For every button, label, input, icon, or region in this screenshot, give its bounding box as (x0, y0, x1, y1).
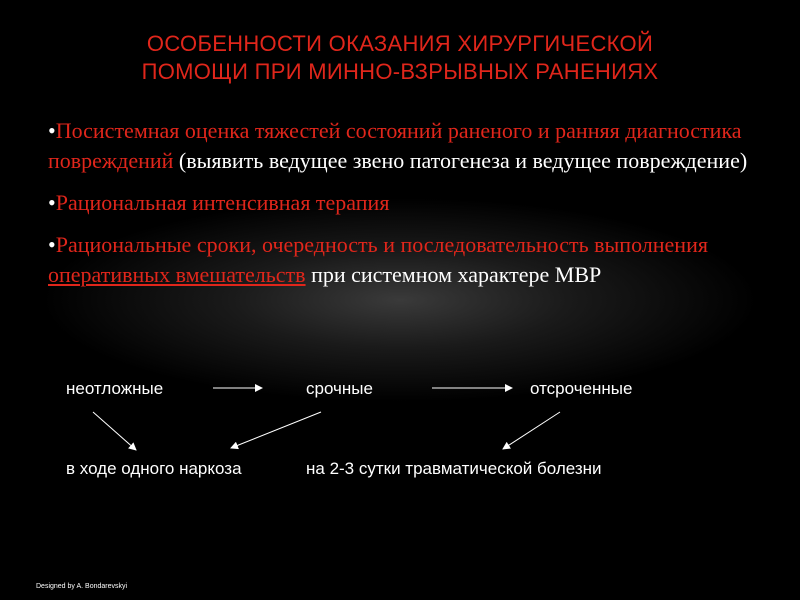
footer-credit: Designed by A. Bondarevskyi (36, 583, 128, 590)
bullet-marker: • (48, 190, 56, 215)
bullet-3-rest: при системном характере МВР (305, 262, 602, 287)
flow-label-days: на 2-3 сутки травматической болезни (306, 459, 602, 478)
bullet-3-highlight: Рациональные сроки, очередность и последовательность выполнения (55, 232, 708, 257)
title-line-1: ОСОБЕННОСТИ ОКАЗАНИЯ ХИРУРГИЧЕСКОЙ (146, 31, 654, 56)
bullet-marker: • (48, 232, 56, 257)
flow-label-single-anesthesia: в ходе одного наркоза (66, 459, 242, 478)
arrow-diag-2 (231, 412, 321, 448)
flow-label-urgent: срочные (306, 379, 373, 398)
bullet-3-underlined: оперативных вмешательств (48, 262, 306, 287)
bullet-2-highlight: Рациональная интенсивная терапия (55, 190, 390, 215)
arrow-diag-1 (93, 412, 136, 450)
bullet-1-highlight: Посистемная оценка тяжестей состояний раненого и ранняя диагностика повреждений (48, 118, 742, 173)
bullet-marker: • (48, 118, 56, 143)
bullet-1-rest: (выявить ведущее звено патогенеза и ведущее повреждение) (173, 148, 748, 173)
flow-label-urgent-immediate: неотложные (66, 379, 164, 398)
arrow-diag-3 (503, 412, 560, 449)
title-line-2: ПОМОЩИ ПРИ МИННО-ВЗРЫВНЫХ РАНЕНИЯХ (141, 59, 659, 84)
flow-label-delayed: отсроченные (530, 379, 633, 398)
